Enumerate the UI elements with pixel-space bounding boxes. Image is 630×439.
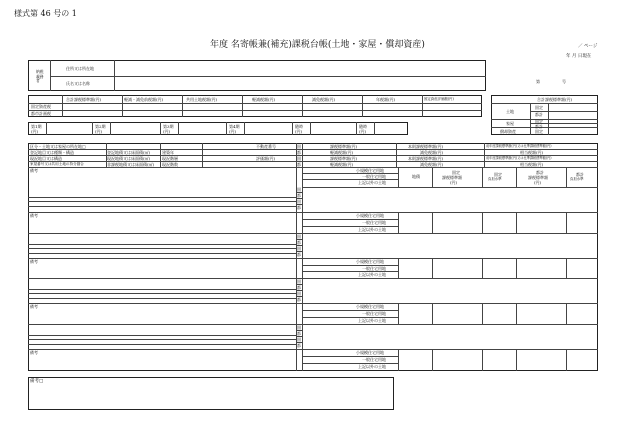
side-summary-house-city: 都計	[535, 124, 543, 129]
detail-h-city-tax-std: 課税標準額	[528, 175, 548, 180]
detail-h-row-city-2: 都	[297, 162, 301, 167]
entry-2-general-residential: 一般住宅用地	[362, 266, 386, 271]
detail-h-city-burden-2: 負担水準	[570, 177, 584, 181]
detail-h-equivalent-2: 相当税額(円)	[520, 162, 544, 167]
detail-h-current-floor: 現況階層	[162, 156, 178, 161]
detail-h-city-unit: (円)	[534, 180, 542, 185]
detail-h-current-type: 現況地目又は構造	[30, 156, 62, 161]
detail-h-small-residential: 小規模住宅用地	[356, 168, 384, 173]
detail-h-house-number: 家屋番号又は共用土地の持分割合	[30, 162, 84, 166]
entry-1-other-land: 上記以外の土地	[358, 227, 386, 232]
summary-col-annual-tax: 年税額(円)	[376, 97, 396, 102]
summary-col-exemption: 減免税額(円)	[312, 97, 336, 102]
as-of-date: 年 月 日現在	[566, 54, 592, 59]
installments-table	[28, 122, 408, 135]
detail-h-principal-1: 本則課税標準額(円)	[408, 144, 444, 149]
detail-h-nontaxable-area: 非課税地積又は床面積(㎡)	[107, 162, 155, 167]
name-label: 氏名又は名称	[66, 81, 90, 86]
detail-h-fixed-burden-2: 負担水準	[488, 177, 502, 181]
entry-2-label-fixed-1: 固	[297, 234, 301, 239]
entry-1-remarks: 備考	[30, 213, 38, 218]
detail-h-current-floors: 現況階数	[162, 162, 178, 167]
detail-h-property-number: 不動産番号	[256, 144, 276, 149]
entry-2-small-residential: 小規模住宅用地	[356, 259, 384, 264]
side-summary-house: 家屋	[506, 121, 514, 126]
footer-remarks-box	[28, 377, 394, 410]
side-summary-land-fixed: 固定	[535, 105, 543, 110]
entry-1-label-city-2: 都	[297, 205, 301, 210]
taxpayer-number-suffix: 号	[562, 79, 566, 84]
taxpayer-role-label: 納税義務者	[36, 69, 44, 83]
entry-4-label-city-1: 都	[297, 331, 301, 336]
taxpayer-number-label: 第	[536, 79, 540, 84]
side-summary-dep-fixed: 固定	[535, 129, 543, 134]
installment-1-label: 第1期	[31, 124, 42, 129]
detail-h-tax-standard-1: 課税標準額(円)	[330, 144, 358, 149]
installment-2-label: 第2期	[95, 124, 106, 129]
entry-3-label-fixed-1: 固	[297, 279, 301, 284]
entry-1-label-fixed-1: 固	[297, 187, 301, 192]
entry-2-label-fixed-2: 固	[297, 246, 301, 251]
summary-col-total-standard: 合計課税標準額(円)	[66, 97, 102, 102]
detail-h-registered-type: 登記地目又は種類・構造	[30, 150, 74, 155]
entry-2-other-land: 上記以外の土地	[358, 272, 386, 277]
entry-1-label-city-1: 都	[297, 193, 301, 198]
side-summary-depreciable: 償却資産	[500, 129, 516, 134]
detail-h-tax-standard-2: 課税標準額(円)	[330, 156, 358, 161]
entry-1-general-residential: 一般住宅用地	[362, 220, 386, 225]
side-summary-land-city: 都計	[535, 112, 543, 117]
detail-table	[28, 143, 598, 371]
entry-4-label-city-2: 都	[297, 343, 301, 348]
detail-h-row-fixed-1: 固	[297, 144, 301, 149]
detail-h-registered-area: 登記地積又は床面積(㎡)	[107, 150, 151, 155]
installment-3-unit: (円)	[163, 129, 171, 134]
entry-3-small-residential: 小規模住宅用地	[356, 304, 384, 309]
summary-row-city-planning-tax: 都市計画税	[31, 111, 51, 116]
form-number: 様式第 46 号の 1	[14, 9, 77, 18]
detail-h-location: 区分・土地又は家屋の所在地□	[30, 144, 86, 149]
address-label: 住所又は所在地	[66, 66, 94, 71]
detail-h-current-area: 現況地積又は床面積(㎡)	[107, 156, 151, 161]
entry-4-label-fixed-1: 固	[297, 325, 301, 330]
summary-col-pre-reduction: 軽減・減免前税額(円)	[124, 97, 164, 102]
entry-4-other-land: 上記以外の土地	[358, 364, 386, 369]
detail-h-remarks: 備考	[30, 168, 38, 173]
entry-4-small-residential: 小規模住宅用地	[356, 350, 384, 355]
entry-1-label-fixed-2: 固	[297, 199, 301, 204]
installment-4-label: 第4期	[229, 124, 240, 129]
installment-1-unit: (円)	[31, 129, 39, 134]
detail-h-row-city-1: 都	[297, 150, 301, 155]
entry-2-label-city-2: 都	[297, 252, 301, 257]
entry-3-other-land: 上記以外の土地	[358, 318, 386, 323]
side-summary-land: 土地	[506, 109, 514, 114]
detail-h-equivalent-1: 相当税額(円)	[520, 150, 544, 155]
entry-3-label-city-1: 都	[297, 285, 301, 290]
entry-3-remarks: 備考	[30, 304, 38, 309]
detail-h-exemption-2: 減免税額(円)	[420, 162, 444, 167]
installment-5-label: 随時	[295, 124, 303, 129]
entry-2-label-city-1: 都	[297, 240, 301, 245]
summary-col-assessed-value: 固定資産評価額(円)	[424, 97, 454, 101]
entry-1-small-residential: 小規模住宅用地	[356, 213, 384, 218]
detail-h-prev-year-1: 前年度課税標準額(円)又は比準課税標準額(円)	[486, 144, 552, 148]
summary-col-reduction: 軽減税額(円)	[252, 97, 276, 102]
entry-4-remarks: 備考	[30, 350, 38, 355]
detail-h-fixed-tax-std: 課税標準額	[442, 175, 462, 180]
detail-h-built-year: 建築年	[162, 150, 174, 155]
detail-h-fixed: 固定	[452, 170, 460, 175]
installment-6-unit: (円)	[359, 129, 367, 134]
page-indicator: ／ ページ	[578, 44, 598, 49]
summary-row-fixed-asset-tax: 固定資産税	[31, 104, 51, 109]
detail-h-exemption-1: 減免税額(円)	[420, 150, 444, 155]
detail-h-fixed-burden-1: 固定	[494, 172, 502, 177]
side-summary-header: 合計課税標準額(円)	[537, 97, 573, 102]
detail-h-general-residential: 一般住宅用地	[362, 174, 386, 179]
installment-6-label: 随時	[359, 124, 367, 129]
detail-h-principal-2: 本則課税標準額(円)	[408, 156, 444, 161]
entry-3-label-city-2: 都	[297, 297, 301, 302]
entry-4-general-residential: 一般住宅用地	[362, 357, 386, 362]
installment-4-unit: (円)	[229, 129, 237, 134]
entry-3-label-fixed-2: 固	[297, 291, 301, 296]
installment-5-unit: (円)	[295, 129, 303, 134]
page-title: 年度 名寄帳兼(補充)課税台帳(土地・家屋・償却資産)	[210, 40, 425, 50]
detail-h-reduction-1: 軽減税額(円)	[330, 150, 354, 155]
installment-3-label: 第3期	[163, 124, 174, 129]
footer-remarks-label: 備考□	[30, 379, 44, 384]
installment-2-unit: (円)	[95, 129, 103, 134]
entry-3-general-residential: 一般住宅用地	[362, 311, 386, 316]
entry-4-label-fixed-2: 固	[297, 337, 301, 342]
entry-2-remarks: 備考	[30, 259, 38, 264]
detail-h-other-land: 上記以外の土地	[358, 180, 386, 185]
detail-h-area: 地積	[412, 174, 420, 179]
detail-h-prev-year-2: 前年度課税標準額(円)又は比準課税標準額(円)	[486, 156, 552, 160]
detail-h-row-fixed-2: 固	[297, 156, 301, 161]
detail-h-city: 都計	[536, 170, 544, 175]
side-summary-house-fixed: 固定	[535, 119, 543, 124]
detail-h-fixed-unit: (円)	[450, 180, 458, 185]
summary-col-shared-land: 共用土地税額(円)	[186, 97, 218, 102]
detail-h-city-burden-1: 都計	[576, 172, 584, 177]
detail-h-reduction-2: 軽減税額(円)	[330, 162, 354, 167]
detail-h-assessed-value: 評価額(円)	[256, 156, 276, 161]
